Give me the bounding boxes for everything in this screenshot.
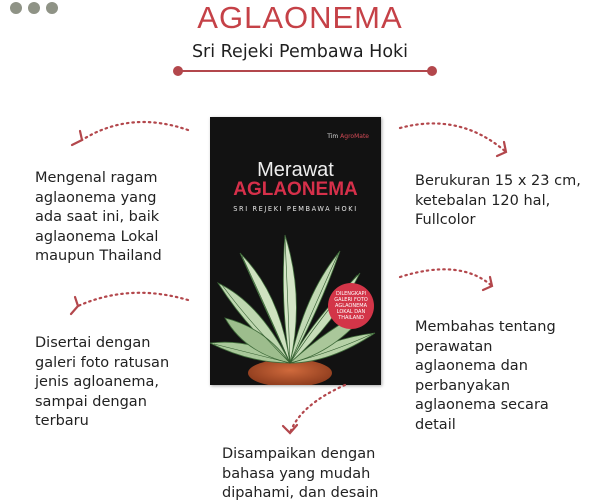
page-subtitle: Sri Rejeki Pembawa Hoki xyxy=(191,42,409,62)
feature-text-5: Disampaikan dengan bahasa yang mudah dipahami, dan desain xyxy=(222,446,379,501)
arrow-head-icon xyxy=(283,425,297,433)
arrow-head-icon xyxy=(72,131,82,145)
arrow-head-icon xyxy=(71,297,78,314)
arrow-top-right xyxy=(400,123,506,152)
feature-text-4: Membahas tentang perawatan aglaonema dan perbanyakan aglaonema secara detail xyxy=(415,319,556,433)
arrow-top-left xyxy=(82,122,188,140)
feature-text-1: Mengenal ragam aglaonema yang ada saat ini, baik aglaonema Lokal maupun Thailand xyxy=(35,170,162,264)
book-badge: DILENGKAPI GALERI FOTO AGLAONEMA LOKAL DAN THAILAND xyxy=(328,283,374,329)
arrow-head-icon xyxy=(483,277,492,290)
page-title: AGLAONEMA xyxy=(197,0,403,35)
arrow-mid-right xyxy=(400,269,492,286)
arrow-head-icon xyxy=(497,142,506,156)
feature-text-3: Disertai dengan galeri foto ratusan jenis agloanema, sampai dengan terbaru xyxy=(35,335,170,429)
arrow-mid-left xyxy=(78,293,188,306)
book-title-line1: Merawat xyxy=(257,159,334,181)
book-title-line3: SRI REJEKI PEMBAWA HOKI xyxy=(233,205,358,213)
feature-text-2: Berukuran 15 x 23 cm, ketebalan 120 hal, Fullcolor xyxy=(415,173,581,228)
arrow-bottom xyxy=(290,385,345,433)
book-title-line2: AGLAONEMA xyxy=(233,179,358,200)
book-author: Tim AgroMate xyxy=(327,133,369,140)
